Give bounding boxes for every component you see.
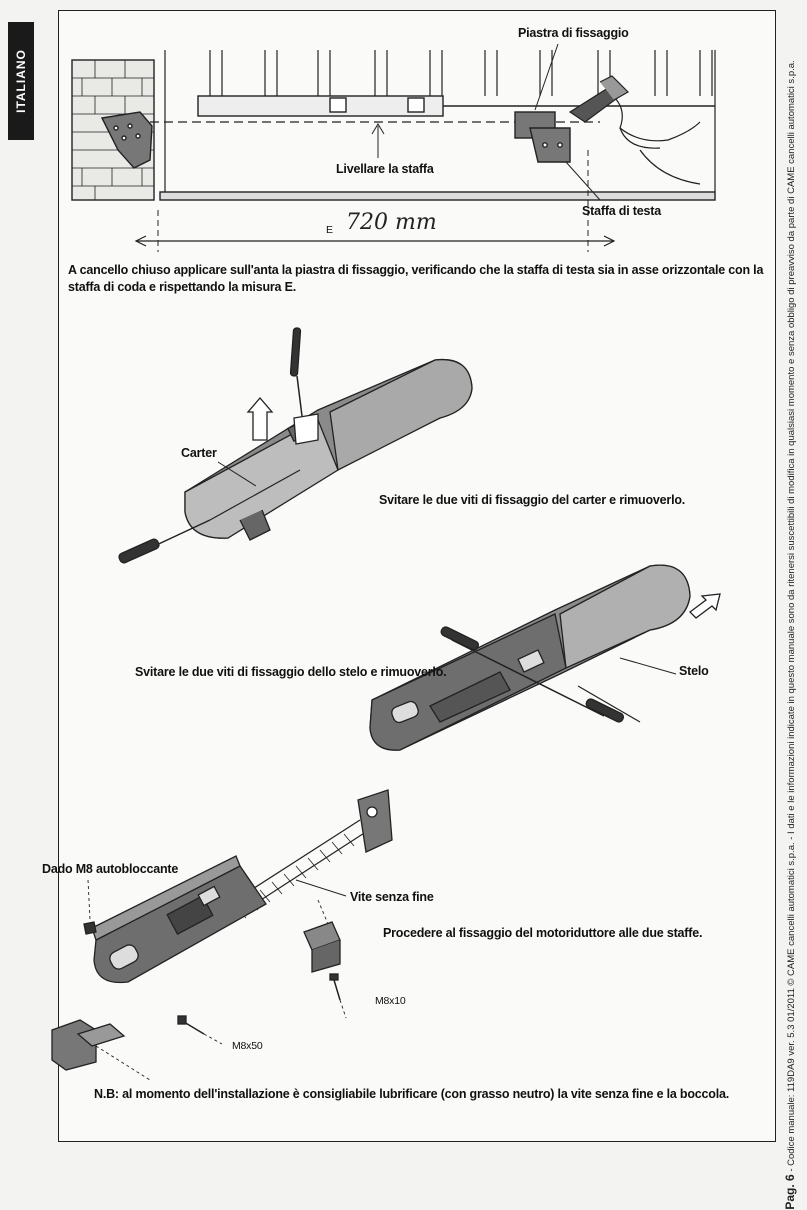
head-bracket bbox=[515, 112, 570, 162]
label-carter: Carter bbox=[181, 446, 217, 460]
stelo-removal-drawing bbox=[370, 565, 720, 750]
carter-removal-drawing bbox=[118, 328, 472, 564]
motor-mounting-drawing bbox=[52, 790, 392, 1080]
label-stelo: Stelo bbox=[679, 664, 709, 678]
label-self-locking-nut: Dado M8 autobloccante bbox=[42, 862, 179, 876]
label-level-bracket: Livellare la staffa bbox=[336, 162, 434, 176]
welding-hand bbox=[570, 76, 700, 184]
page-number: Pag. 6 bbox=[783, 1174, 797, 1210]
label-m8x50: M8x50 bbox=[232, 1040, 263, 1052]
label-head-bracket: Staffa di testa bbox=[582, 204, 661, 218]
handwritten-measurement: 720 mm bbox=[346, 210, 437, 235]
caption-mount-motor: Procedere al fissaggio del motoriduttore alle due staffe. bbox=[383, 926, 703, 940]
gate-bars bbox=[210, 50, 712, 96]
language-tab-label: ITALIANO bbox=[14, 49, 28, 113]
caption-fixing-plate: A cancello chiuso applicare sull'anta la piastra di fissaggio, verificando che la staffa di testa sia in asse orizzontale con la staffa di coda e rispettando la misura E. bbox=[68, 263, 764, 294]
lubrication-note: N.B: al momento dell'installazione è consigliabile lubrificare (con grasso neutro) la vite senza fine e la boccola. bbox=[94, 1087, 729, 1101]
dimension-letter-e: E bbox=[326, 224, 333, 236]
label-fixing-plate: Piastra di fissaggio bbox=[518, 26, 629, 40]
label-worm-screw: Vite senza fine bbox=[350, 890, 434, 904]
label-m8x10: M8x10 bbox=[375, 995, 406, 1007]
caption-remove-carter: Svitare le due viti di fissaggio del carter e rimuoverlo. bbox=[379, 493, 686, 507]
caption-remove-stelo: Svitare le due viti di fissaggio dello stelo e rimuoverlo. bbox=[135, 665, 447, 679]
page-footer bbox=[775, 60, 805, 1210]
footer-text: - Codice manuale: 119DA9 ver. 5.3 01/2011 © CAME cancelli automatici s.p.a. - I dati e le informazioni indicate in questo manuale sono da ritenersi suscettibili di modifica in qualsiasi momento e senza obbligo di preavviso da parte di CAME cancelli automatici s.p.a. bbox=[786, 60, 797, 1172]
